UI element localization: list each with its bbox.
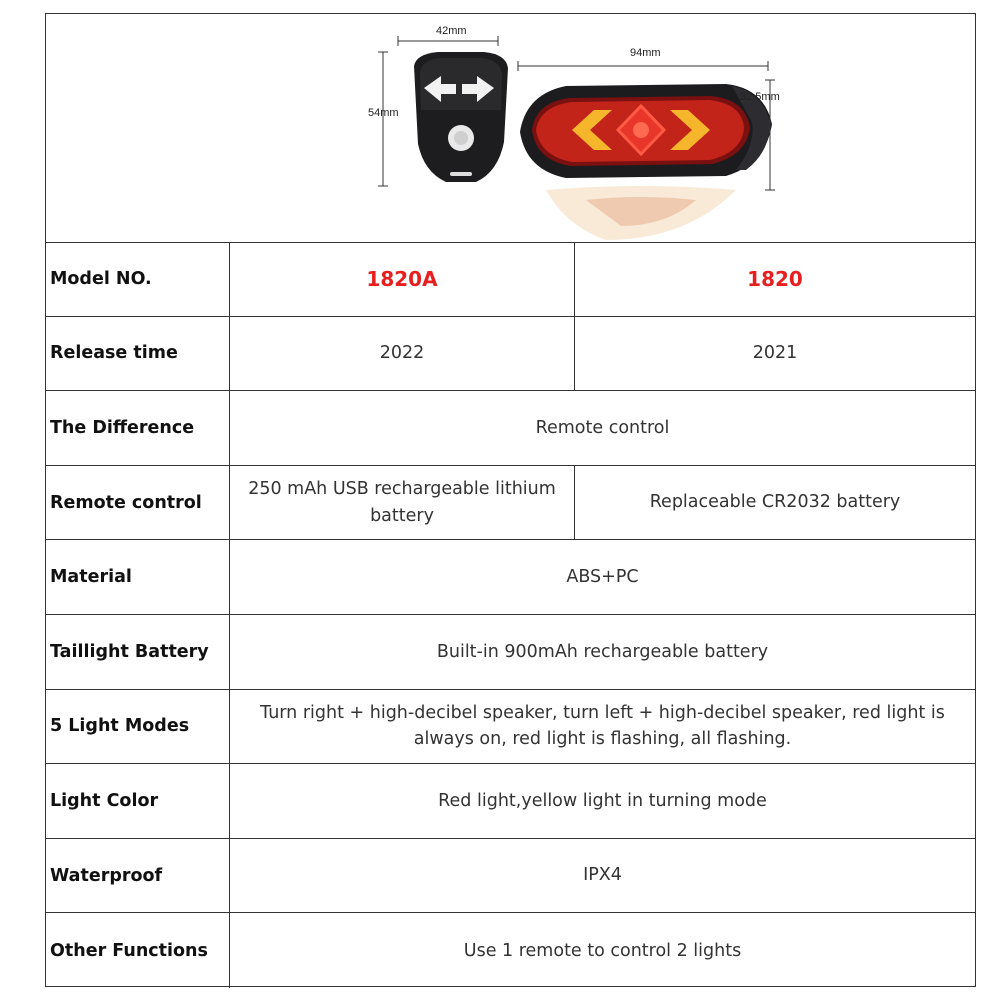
model-1820: 1820	[747, 266, 803, 291]
light-height-label: 32.5mm	[740, 91, 780, 103]
taillight-image	[520, 84, 772, 240]
remote-1820: Replaceable CR2032 battery	[649, 492, 901, 513]
row-difference	[46, 391, 975, 466]
row-light-color	[46, 764, 975, 839]
remote-1820a: 250 mAh USB rechargeable lithium battery	[230, 466, 575, 540]
product-image-area	[46, 14, 975, 243]
row-model	[46, 242, 975, 317]
row-remote-control	[46, 466, 975, 541]
battery-value: Built-in 900mAh rechargeable battery	[436, 641, 769, 662]
row-label: Other Functions	[46, 913, 230, 988]
light-width-dimension	[518, 47, 768, 71]
model-1820a: 1820A	[230, 242, 575, 316]
row-label: 5 Light Modes	[46, 690, 230, 764]
row-label: Light Color	[46, 764, 230, 838]
row-label: Taillight Battery	[46, 615, 230, 689]
remote-height-label: 54mm	[368, 107, 399, 119]
material-value: ABS+PC	[566, 567, 639, 588]
remote-width-dimension	[398, 25, 498, 46]
remote-height-dimension	[368, 52, 399, 186]
light-width-label: 94mm	[630, 47, 661, 59]
row-release-time	[46, 317, 975, 392]
remote-image	[414, 52, 508, 182]
row-waterproof	[46, 839, 975, 914]
row-label: Remote control	[46, 466, 230, 540]
row-label: Release time	[46, 317, 230, 391]
other-value: Use 1 remote to control 2 lights	[463, 940, 742, 961]
spec-sheet	[45, 13, 976, 987]
row-label: Model NO.	[46, 242, 230, 316]
product-illustration	[46, 14, 975, 242]
row-label: The Difference	[46, 391, 230, 465]
difference-value: Remote control	[535, 417, 670, 438]
row-taillight-battery	[46, 615, 975, 690]
row-other-functions	[46, 913, 975, 988]
row-label: Waterproof	[46, 839, 230, 913]
waterproof-value: IPX4	[583, 865, 622, 886]
modes-value: Turn right + high-decibel speaker, turn left + high-decibel speaker, red light is always on, red light is flashing, all flashing.	[260, 703, 945, 750]
remote-width-label: 42mm	[436, 25, 467, 37]
release-1820a: 2022	[230, 317, 575, 391]
row-label: Material	[46, 540, 230, 614]
row-light-modes	[46, 690, 975, 765]
row-material	[46, 540, 975, 615]
release-1820: 2021	[752, 343, 798, 364]
color-value: Red light,yellow light in turning mode	[438, 790, 767, 811]
